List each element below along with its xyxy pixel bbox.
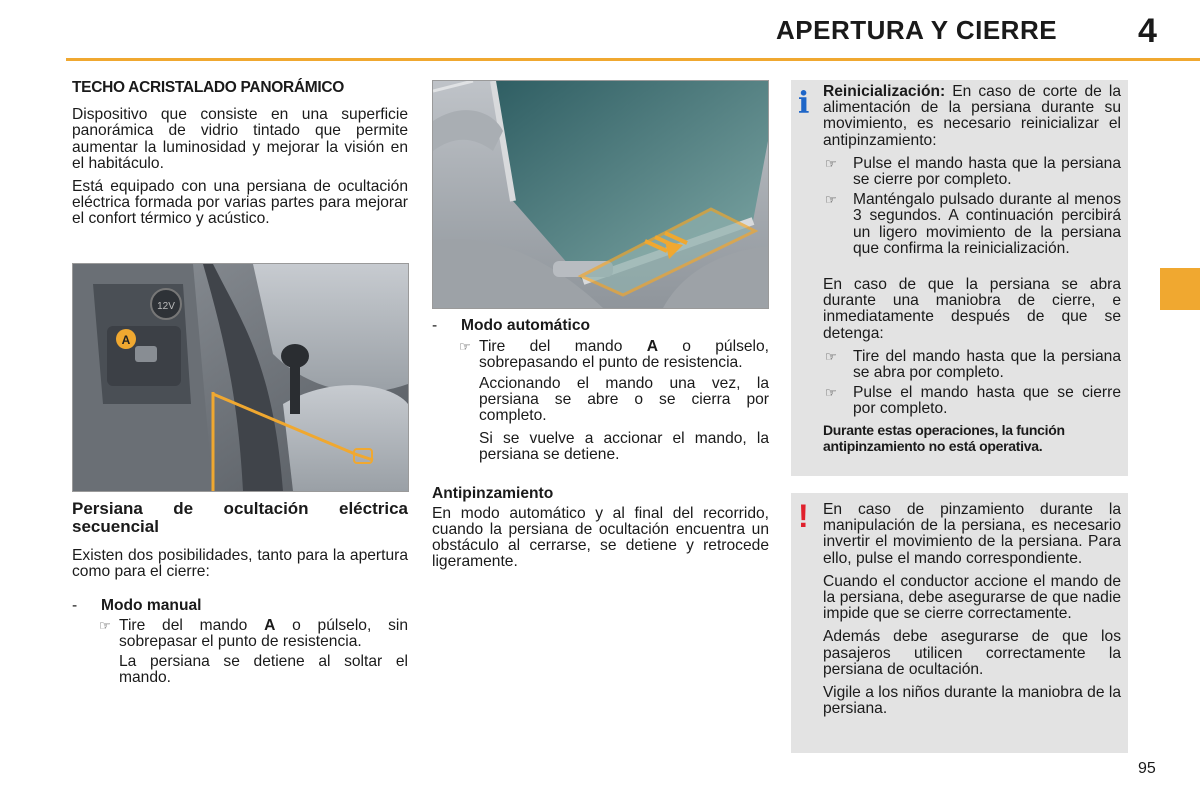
warning-note-content bbox=[823, 502, 1121, 724]
anti-pinch-text: En modo automático y al final del recorrido, cuando la persiana de ocultación encuentra un obstáculo al cerrarse, se detiene y retrocede ligeramente. bbox=[432, 504, 769, 571]
hand-pointer-icon: ☞ bbox=[459, 339, 471, 355]
console-control-figure bbox=[72, 263, 409, 492]
info-bullet-1: ☞ Pulse el mando hasta que la persiana se cierre por completo. bbox=[825, 154, 1121, 189]
auto-bullet: ☞ Tire del mando A o púlselo, sobrepasando el punto de resistencia. bbox=[459, 338, 770, 372]
equipment-paragraph: Está equipado con una persiana de ocultación eléctrica formada por varias partes para mejorar el confort térmico y acústico. bbox=[72, 178, 408, 228]
subheading: Persiana de ocultación eléctrica secuencial bbox=[72, 499, 408, 536]
info-note-intro: En caso de corte de la alimentación de la persiana durante su movimiento, es necesario reinicializar el antipinzamiento: bbox=[823, 83, 1121, 149]
manual-release-text: La persiana se detiene al soltar el mando. bbox=[119, 653, 408, 687]
info-note-bold-warning: Durante estas operaciones, la función antipinzamiento no está operativa. bbox=[823, 421, 1065, 454]
anti-pinch-title: Antipinzamiento bbox=[432, 484, 554, 502]
info-bullet-4: ☞ Pulse el mando hasta que se cierre por completo. bbox=[825, 384, 1121, 418]
info-bullet-3: ☞ Tire del mando hasta que la persiana se abra por completo. bbox=[825, 347, 1121, 382]
manual-bullet: ☞ Tire del mando A o púlselo, sin sobrepasar el punto de resistencia. bbox=[99, 616, 409, 650]
info-bullet-2: ☞ Manténgalo pulsado durante al menos 3 segundos. A continuación percibirá un ligero movimiento de la persiana que confirma la reinicialización. bbox=[825, 191, 1121, 257]
figure-label-12v: 12V bbox=[157, 301, 175, 312]
warning-paragraph-1: En caso de pinzamiento durante la manipulación de la persiana, es necesario invertir el movimiento de la persiana. Para ello, pulse el mando correspondiente. bbox=[823, 501, 1121, 567]
hand-pointer-icon: ☞ bbox=[99, 617, 111, 633]
chapter-title: APERTURA Y CIERRE bbox=[776, 15, 1058, 45]
left-column-lower bbox=[72, 500, 408, 693]
info-note-title: Reinicialización: bbox=[823, 83, 946, 100]
possibilities-paragraph: Existen dos posibilidades, tanto para la apertura como para el cierre: bbox=[72, 547, 408, 581]
info-icon: i bbox=[798, 86, 810, 121]
hand-pointer-icon: ☞ bbox=[825, 192, 837, 208]
header-rule bbox=[66, 58, 1200, 61]
hand-pointer-icon: ☞ bbox=[825, 385, 837, 401]
intro-paragraph: Dispositivo que consiste en una superficie panorámica de vidrio tintado que permite aumentar la luminosidad y mejorar la visión en el habitáculo. bbox=[72, 106, 408, 172]
chapter-tab-marker bbox=[1160, 268, 1200, 310]
manual-mode-title: - Modo manual bbox=[72, 597, 202, 615]
page-number: 95 bbox=[1138, 760, 1156, 777]
auto-mode-title: - Modo automático bbox=[432, 317, 591, 334]
warning-paragraph-2: Cuando el conductor accione el mando de la persiana, debe asegurarse de que nadie impide que se cierre correctamente. bbox=[823, 572, 1121, 623]
auto-again-text: Si se vuelve a accionar el mando, la persiana se detiene. bbox=[479, 430, 769, 464]
hand-pointer-icon: ☞ bbox=[825, 155, 837, 171]
warning-paragraph-4: Vigile a los niños durante la maniobra de la persiana. bbox=[823, 684, 1121, 718]
panoramic-roof-figure bbox=[432, 80, 769, 309]
figure-label-a: A bbox=[121, 333, 131, 347]
section-title: TECHO ACRISTALADO PANORÁMICO bbox=[72, 79, 345, 96]
hand-pointer-icon: ☞ bbox=[825, 348, 837, 364]
info-note-content bbox=[823, 84, 1121, 461]
warning-icon: ! bbox=[798, 498, 809, 534]
warning-paragraph-3: Además debe asegurarse de que los pasajeros utilicen correctamente la persiana de ocultación. bbox=[823, 628, 1121, 678]
chapter-number: 4 bbox=[1138, 12, 1157, 50]
auto-once-text: Accionando el mando una vez, la persiana se abre o se cierra por completo. bbox=[479, 374, 769, 425]
middle-column bbox=[432, 318, 769, 578]
left-column bbox=[72, 80, 408, 235]
info-note-paragraph-2: En caso de que la persiana se abra durante una maniobra de cierre, e inmediatamente después de que se detenga: bbox=[823, 276, 1121, 342]
